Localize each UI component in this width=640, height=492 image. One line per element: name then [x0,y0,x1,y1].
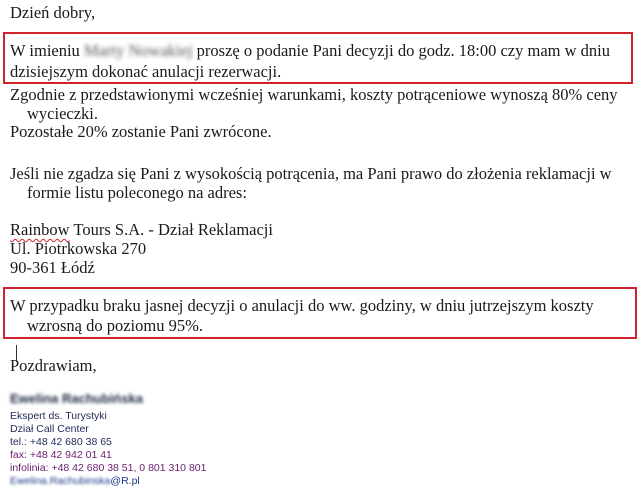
signature-name-redacted: Ewelina Rachubińska [10,391,143,406]
paragraph-conditions-line1: Zgodnie z przedstawionymi wcześniej warunkami, koszty potrąceniowe wynoszą 80% ceny [10,85,618,104]
signature-email-link[interactable]: Ewelina.Rachubinska@R.pl [10,475,140,487]
closing: Pozdrawiam, [10,356,97,375]
redacted-name: Marty Nowakiej [83,41,193,60]
paragraph-complaint-line1: Jeśli nie zgadza się Pani z wysokością potrącenia, ma Pani prawo do złożenia reklamacji w [10,164,612,183]
signature-fax: fax: +48 42 942 01 41 [10,449,112,461]
address-city: 90-361 Łódź [10,258,95,277]
paragraph-complaint-line2: formie listu poleconego na adres: [27,183,247,202]
address-street: Ul. Piotrkowska 270 [10,239,147,258]
signature-department: Dział Call Center [10,423,89,435]
paragraph-cost-line2: wzrosną do poziomu 95%. [27,316,203,335]
paragraph-conditions-line3: Pozostałe 20% zostanie Pani zwrócone. [10,122,272,141]
misspelled-word: Rainbow [10,220,70,239]
signature-infolinia: infolinia: +48 42 680 38 51, 0 801 310 801 [10,462,207,474]
paragraph-conditions-line2: wycieczki. [27,104,99,123]
paragraph-decision-line2: dzisiejszym dokonać anulacji rezerwacji. [10,62,282,81]
paragraph-cost-line1: W przypadku braku jasnej decyzji o anulacji do ww. godziny, w dniu jutrzejszym koszty [10,296,594,315]
address-company: Rainbow Tours S.A. - Dział Reklamacji [10,220,273,239]
signature-title: Ekspert ds. Turystyki [10,410,107,422]
signature-tel: tel.: +48 42 680 38 65 [10,436,112,448]
greeting: Dzień dobry, [10,3,96,22]
paragraph-decision-line1: W imieniu Marty Nowakiej proszę o podanie Pani decyzji do godz. 18:00 czy mam w dniu [10,41,610,60]
